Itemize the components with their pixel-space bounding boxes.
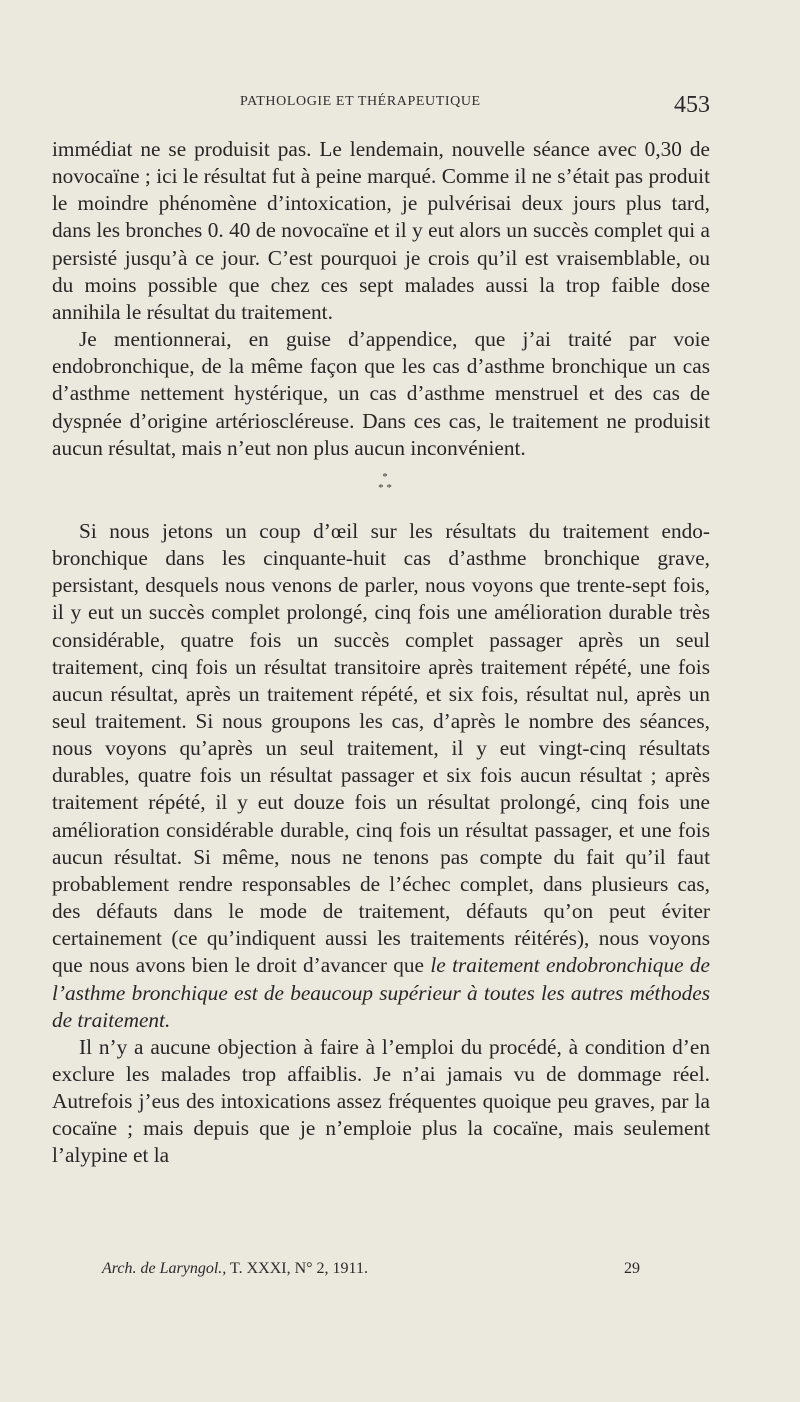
sheet-number: 29 bbox=[624, 1260, 640, 1277]
body-text bbox=[52, 136, 710, 1170]
running-title: PATHOLOGIE ET THÉRAPEUTIQUE bbox=[240, 94, 481, 109]
section-separator bbox=[52, 472, 710, 494]
page-number: 453 bbox=[674, 92, 710, 118]
separator-star-bottom: * * bbox=[378, 481, 392, 494]
journal-citation bbox=[102, 1260, 368, 1278]
paragraph-3 bbox=[52, 518, 710, 1034]
paragraph-1: immédiat ne se produisit pas. Le lendemain, nouvelle séance avec 0,30 de novocaïne ; ici le résultat fut à peine marqué. Comme il ne s’était pas produit le moindre phénomène d’intoxication, je pulvérisai deux jours plus tard, dans les bronches 0. 40 de novocaïne et il y eut alors un succès complet qui a persisté jusqu’à ce jour. C’est pourquoi je crois qu’il est vraisemblable, ou du moins possible que chez ces sept malades aussi la trop faible dose annihila le résultat du traitement. bbox=[52, 137, 710, 324]
journal-volume: T. XXXI, N° 2, 1911. bbox=[230, 1260, 368, 1277]
paragraph-4: Il n’y a aucune objection à faire à l’emploi du procédé, à condition d’en exclure les malades trop affaiblis. Je n’ai jamais vu de dommage réel. Autrefois j’eus des intoxications assez fréquentes quoique peu graves, par la cocaïne ; mais depuis que je n’emploie plus la cocaïne, mais seulement l’alypine et la bbox=[52, 1034, 710, 1168]
emphasis-conclusion: le traitement endobronchique de l’asthme bronchique est de beaucoup supérieur à toutes les autres méthodes de traitement. bbox=[52, 953, 710, 1032]
separator-star-top: * bbox=[382, 470, 388, 483]
paragraph-2: Je mentionnerai, en guise d’appendice, que j’ai traité par voie endobronchique, de la même façon que les cas d’asthme bronchique un cas d’asthme nettement hystérique, un cas d’asthme menstruel et des cas de dyspnée d’origine artérioscléreuse. Dans ces cas, le traitement ne produisit aucun résultat, mais n’eut non plus aucun inconvénient. bbox=[52, 327, 710, 460]
paragraph-3-text: Si nous jetons un coup d’œil sur les résultats du traitement endo-bronchique dans les cinquante-huit cas d’asthme bronchique grave, persistant, desquels nous venons de parler, nous voyons que trente-sept fois, il y eut un succès complet prolongé, cinq fois une amélioration durable très considérable, quatre fois un succès complet passager après un seul traitement, cinq fois un résultat transitoire après traitement répété, une fois aucun résultat, après un traitement répété, et six fois, résultat nul, après un seul traitement. Si nous groupons les cas, d’après le nombre des séances, nous voyons qu’après un seul traitement, il y eut vingt-cinq résultats durables, quatre fois un résultat passager et six fois aucun résultat ; après traitement répété, il y eut douze fois un résultat prolongé, cinq fois une amélioration considérable durable, cinq fois un résultat passager, et une fois aucun résultat. Si même, nous ne tenons pas compte du fait qu’il faut probablement rendre responsables de l’échec complet, dans plusieurs cas, des défauts dans le mode de traitement, défauts qu’on peut éviter certainement (ce qu’indiquent aussi les traitements réitérés), nous voyons que nous avons bien le droit d’avancer que bbox=[52, 518, 710, 978]
page-header bbox=[52, 92, 710, 122]
journal-name: Arch. de Laryngol., bbox=[102, 1260, 227, 1277]
